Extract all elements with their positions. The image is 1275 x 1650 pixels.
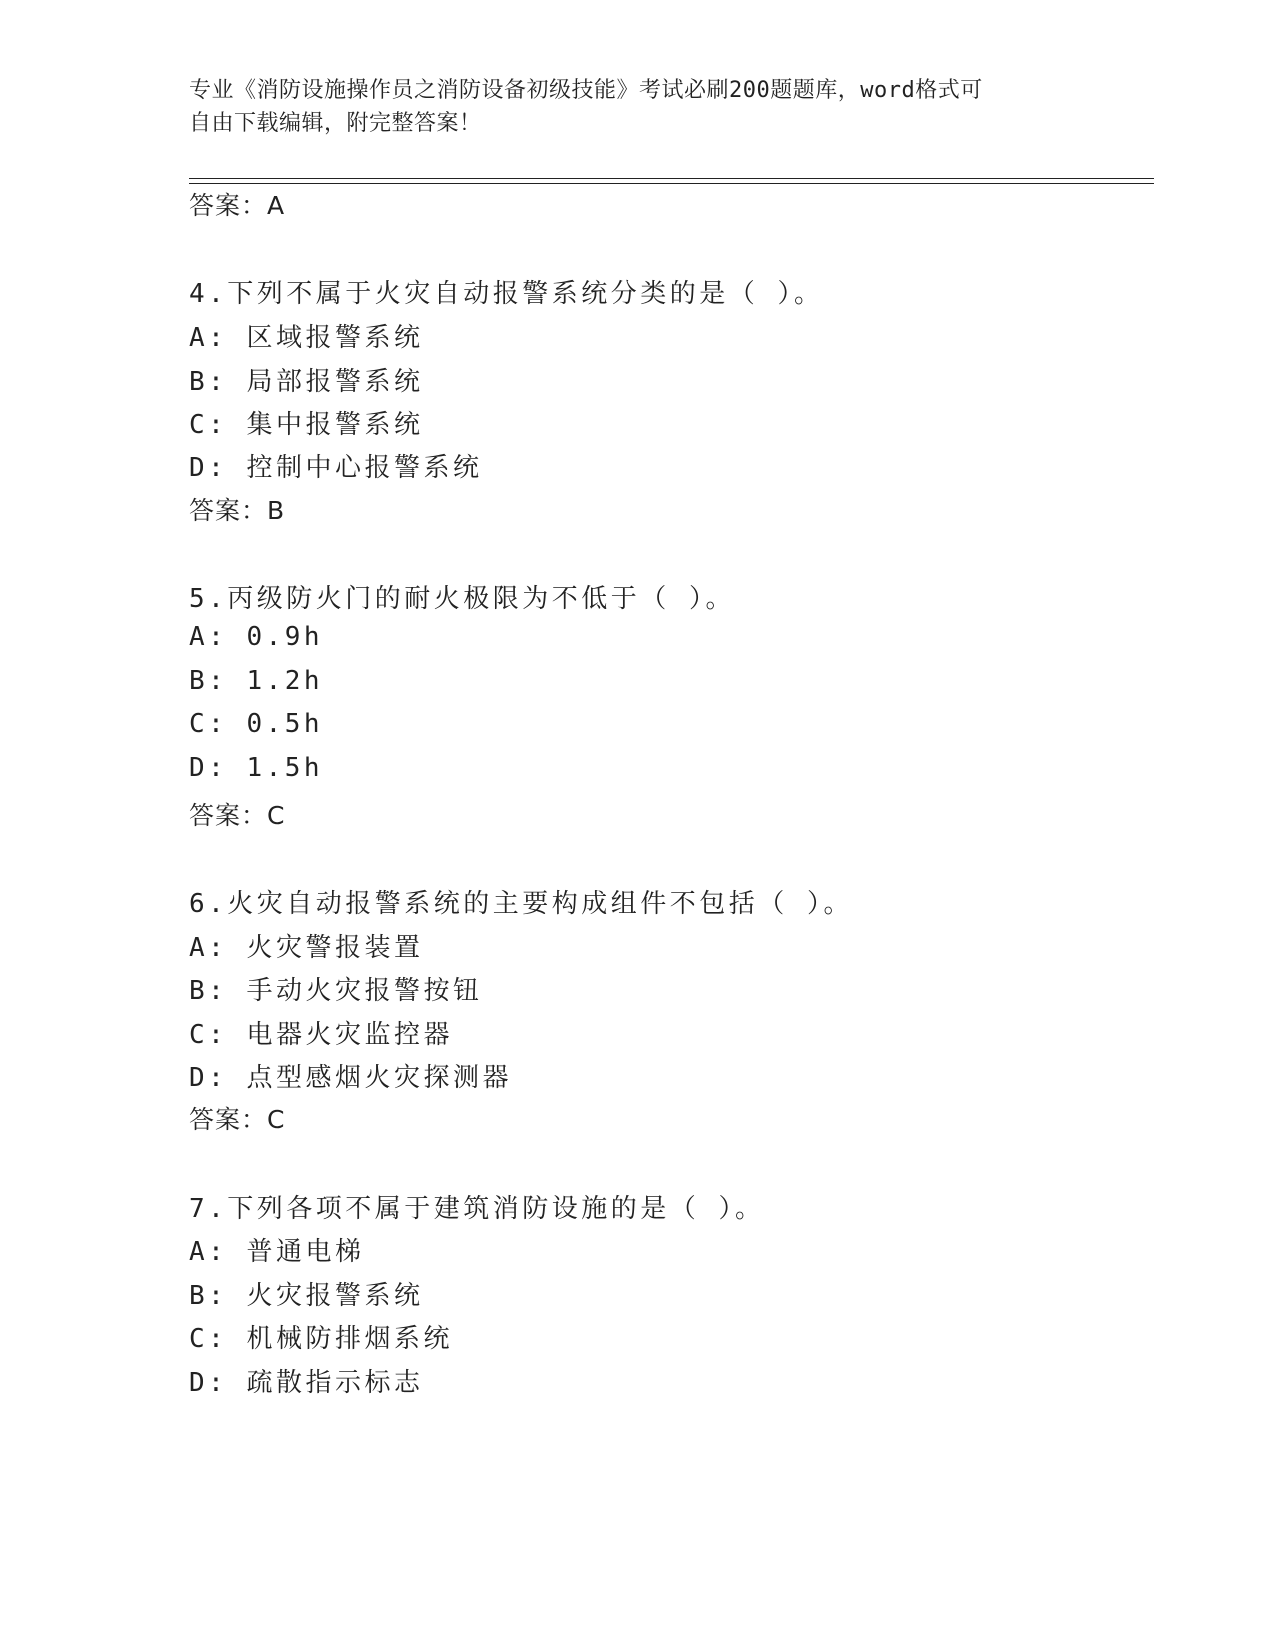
question-7-option-b: B: 火灾报警系统 — [189, 1281, 424, 1311]
question-6-option-d: D: 点型感烟火灾探测器 — [189, 1063, 512, 1093]
question-4-option-c: C: 集中报警系统 — [189, 410, 424, 440]
question-7-option-d: D: 疏散指示标志 — [189, 1368, 424, 1398]
question-6-option-b: B: 手动火灾报警按钮 — [189, 976, 483, 1006]
question-7-option-c: C: 机械防排烟系统 — [189, 1324, 453, 1354]
question-5-option-c: C: 0.5h — [189, 709, 324, 739]
header-divider-top — [189, 178, 1154, 179]
question-5-answer: 答案：C — [189, 801, 286, 830]
question-4: 4.下列不属于火灾自动报警系统分类的是（ ）。 — [189, 279, 824, 309]
question-6-option-c: C: 电器火灾监控器 — [189, 1020, 453, 1050]
question-5-option-d: D: 1.5h — [189, 753, 324, 783]
question-7: 7.下列各项不属于建筑消防设施的是（ ）。 — [189, 1194, 765, 1224]
question-6-answer: 答案：C — [189, 1105, 286, 1134]
question-4-option-b: B: 局部报警系统 — [189, 367, 424, 397]
header-note-line-1: 专业《消防设施操作员之消防设备初级技能》考试必刷200题题库，word格式可 — [189, 78, 983, 103]
question-5: 5.丙级防火门的耐火极限为不低于（ ）。 — [189, 584, 735, 614]
question-4-answer: 答案：B — [189, 496, 286, 525]
question-4-option-d: D: 控制中心报警系统 — [189, 453, 483, 483]
answer-previous-question: 答案：A — [189, 191, 286, 220]
question-4-option-a: A: 区域报警系统 — [189, 323, 424, 353]
question-7-option-a: A: 普通电梯 — [189, 1237, 365, 1267]
question-6: 6.火灾自动报警系统的主要构成组件不包括（ ）。 — [189, 889, 853, 919]
header-note-line-2: 自由下载编辑，附完整答案！ — [189, 111, 482, 136]
question-5-option-b: B: 1.2h — [189, 666, 324, 696]
question-5-option-a: A: 0.9h — [189, 622, 324, 652]
header-divider-bottom — [189, 183, 1154, 184]
header-note — [189, 74, 1089, 140]
question-6-option-a: A: 火灾警报装置 — [189, 933, 424, 963]
